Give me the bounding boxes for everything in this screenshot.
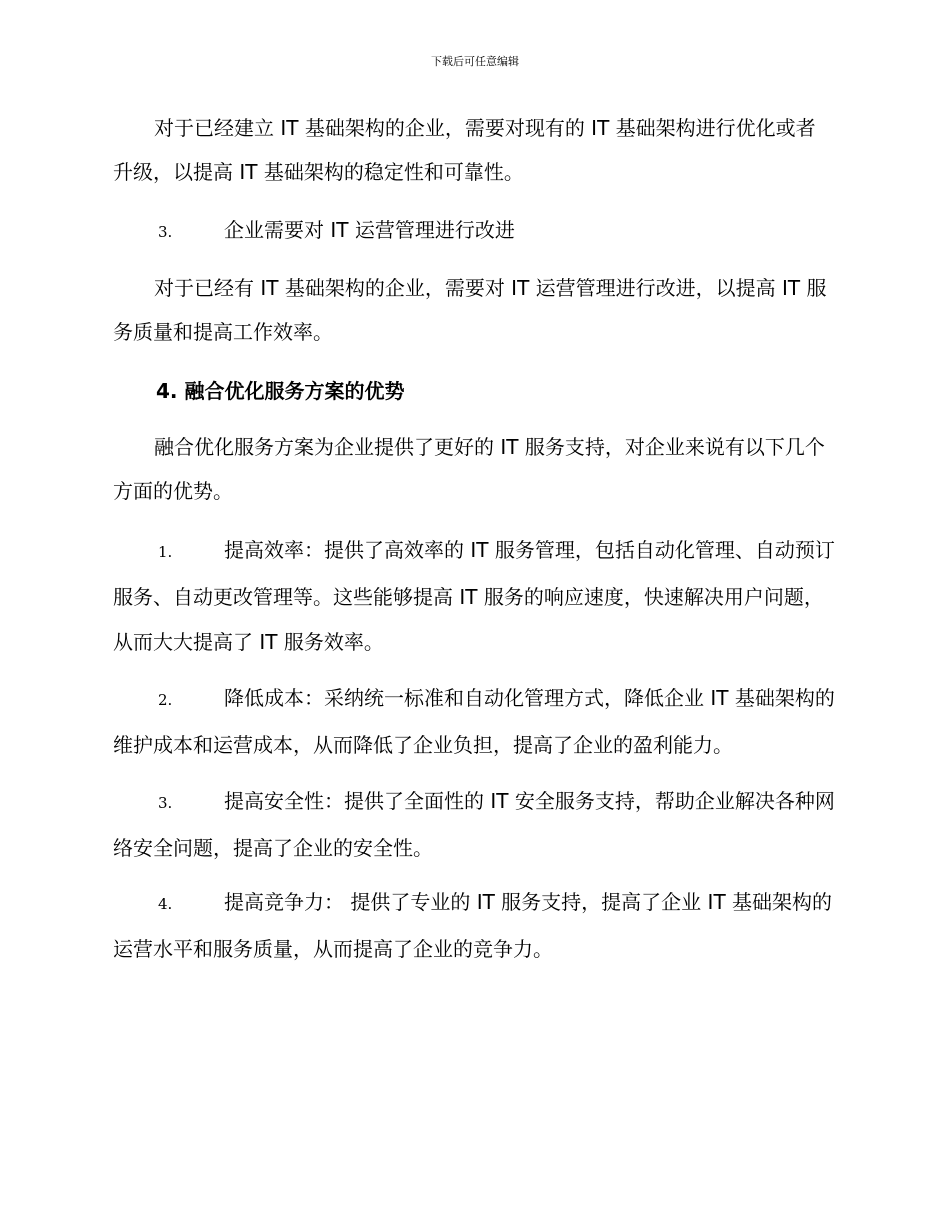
list-item-text: 提高效率：提供了高效率的 IT 服务管理，包括自动化管理、自动预订服务、自动更改管理等。这些能够提高 IT 服务的响应速度，快速解决用户问题，从而大大提高了 IT 服务效率。 bbox=[113, 538, 835, 654]
advantage-item-security bbox=[113, 779, 835, 871]
list-number: 2. bbox=[158, 691, 173, 709]
advantage-item-efficiency bbox=[113, 528, 835, 665]
list-item-text: 降低成本：采纳统一标准和自动化管理方式，降低企业 IT 基础架构的维护成本和运营成本，从而降低了企业负担，提高了企业的盈利能力。 bbox=[113, 686, 835, 757]
paragraph-optimize-infrastructure: 对于已经建立 IT 基础架构的企业，需要对现有的 IT 基础架构进行优化或者升级，以提高 IT 基础架构的稳定性和可靠性。 bbox=[113, 116, 816, 184]
advantage-item-competitiveness bbox=[113, 880, 835, 972]
paragraph-advantages-intro: 融合优化服务方案为企业提供了更好的 IT 服务支持，对企业来说有以下几个方面的优势。 bbox=[113, 435, 825, 503]
list-number: 3. bbox=[158, 223, 173, 241]
list-item-text: 提高安全性：提供了全面性的 IT 安全服务支持，帮助企业解决各种网络安全问题，提高了企业的安全性。 bbox=[113, 789, 835, 860]
advantage-item-cost bbox=[113, 676, 835, 768]
section-heading: 4. 融合优化服务方案的优势 bbox=[156, 379, 405, 403]
list-number: 3. bbox=[158, 794, 173, 812]
list-item-text: 企业需要对 IT 运营管理进行改进 bbox=[224, 218, 515, 242]
list-number: 1. bbox=[158, 543, 173, 561]
list-number: 4. bbox=[158, 895, 173, 913]
paragraph-improve-operations: 对于已经有 IT 基础架构的企业，需要对 IT 运营管理进行改进，以提高 IT 服务质量和提高工作效率。 bbox=[113, 276, 827, 344]
list-item-text: 提高竞争力： 提供了专业的 IT 服务支持，提高了企业 IT 基础架构的运营水平和服务质量，从而提高了企业的竞争力。 bbox=[113, 890, 833, 961]
page-header: 下载后可任意编辑 bbox=[431, 55, 519, 68]
list-item-it-operations bbox=[113, 208, 835, 255]
